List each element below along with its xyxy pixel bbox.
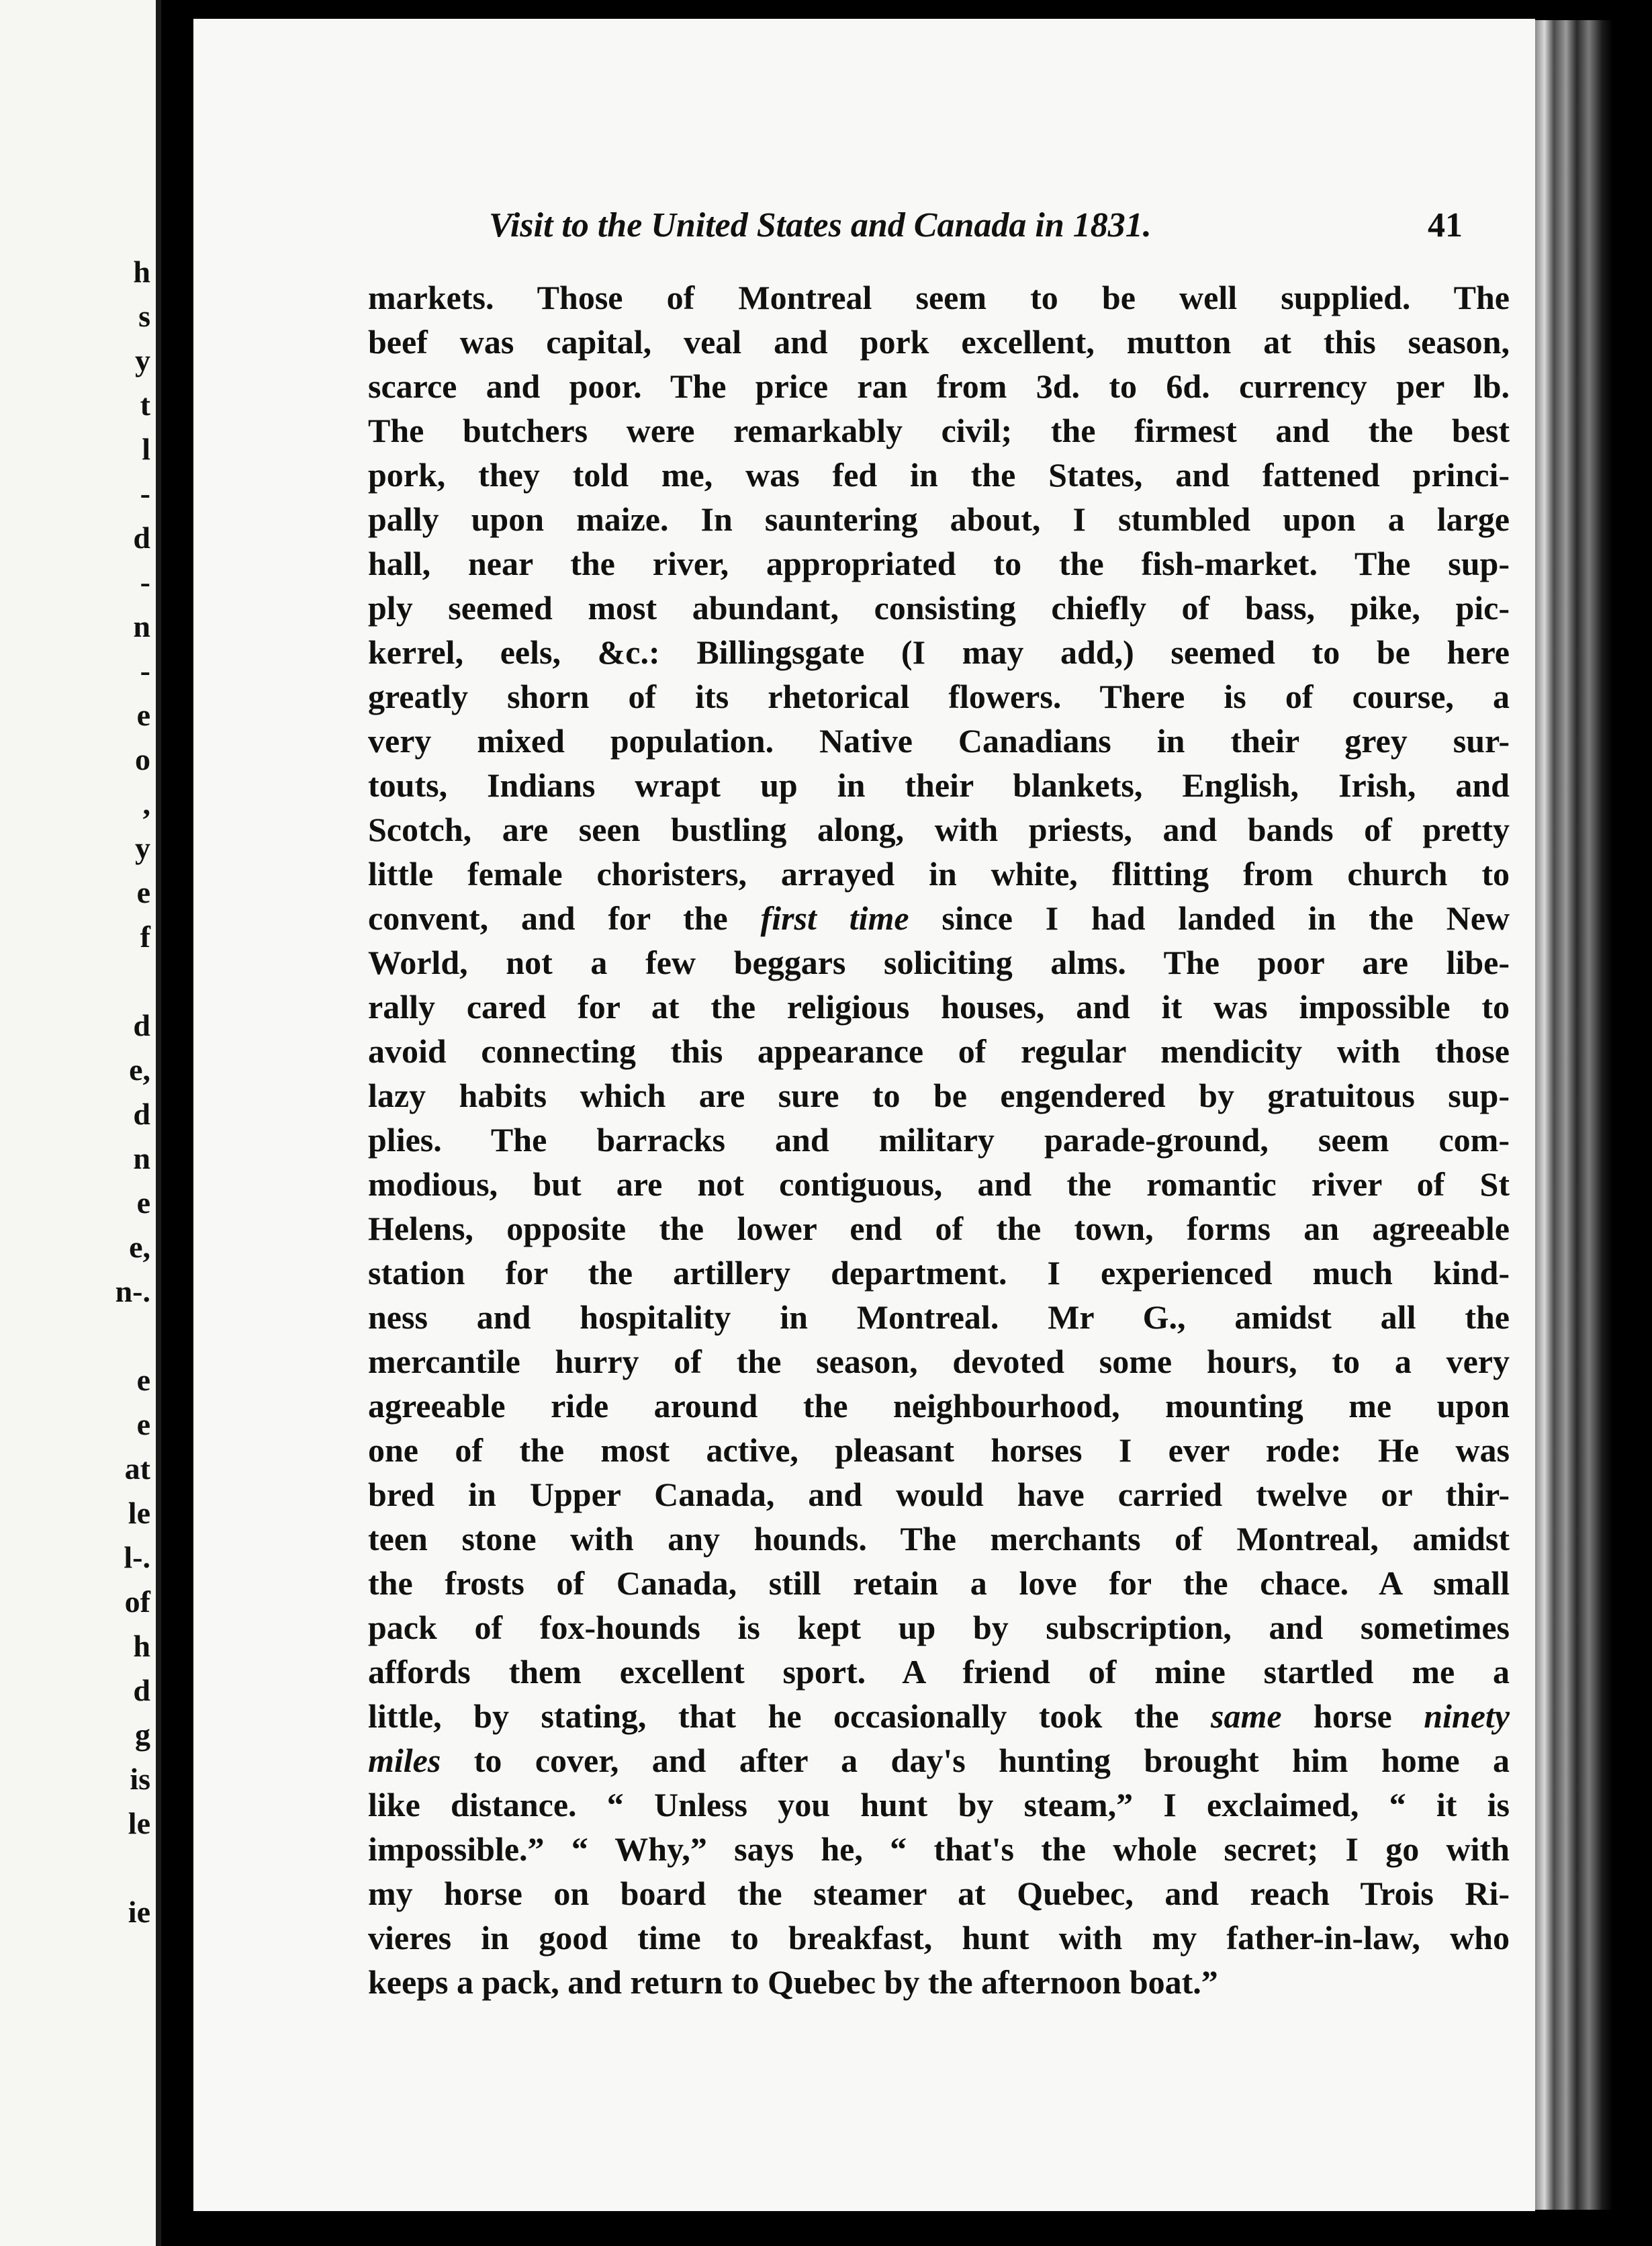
text-line: hall, near the river, appropriated to the fish-market. The sup- xyxy=(368,545,1510,582)
italic-phrase: first time xyxy=(760,899,909,937)
italic-phrase: miles xyxy=(368,1742,441,1779)
margin-fragment: f xyxy=(140,919,150,954)
text-line: lazy habits which are sure to be engendered by gratuitous sup- xyxy=(368,1077,1510,1114)
italic-phrase: ninety xyxy=(1424,1697,1510,1735)
text-line: greatly shorn of its rhetorical flowers. There is of course, a xyxy=(368,678,1510,715)
margin-fragment: le xyxy=(128,1496,150,1530)
text-line: the frosts of Canada, still retain a love for the chace. A small xyxy=(368,1564,1510,1602)
previous-page-margin xyxy=(0,0,161,2246)
margin-fragment: d xyxy=(133,1673,150,1707)
margin-fragment: o xyxy=(135,742,150,776)
text-line: scarce and poor. The price ran from 3d. to 6d. currency per lb. xyxy=(368,367,1510,405)
page-number: 41 xyxy=(1428,206,1463,244)
margin-fragment: n xyxy=(133,609,150,643)
margin-fragment: h xyxy=(133,1629,150,1663)
text-line: touts, Indians wrapt up in their blankets, English, Irish, and xyxy=(368,766,1510,804)
text-line xyxy=(368,1738,1510,1783)
text-line: markets. Those of Montreal seem to be well supplied. The xyxy=(368,279,1510,316)
text-line xyxy=(368,1694,1510,1738)
book-page xyxy=(193,19,1535,2211)
text-line: like distance. “ Unless you hunt by steam,” I exclaimed, “ it is xyxy=(368,1786,1510,1824)
text-line: avoid connecting this appearance of regular mendicity with those xyxy=(368,1032,1510,1070)
text-line: pack of fox-hounds is kept up by subscription, and sometimes xyxy=(368,1609,1510,1646)
page-edge-shadow xyxy=(156,0,161,2246)
margin-fragment: - xyxy=(140,654,150,688)
text-line: beef was capital, veal and pork excellent, mutton at this season, xyxy=(368,323,1510,361)
text-line: teen stone with any hounds. The merchants of Montreal, amidst xyxy=(368,1520,1510,1558)
margin-fragment: ie xyxy=(128,1895,150,1929)
text-run: since I had landed in the New xyxy=(909,899,1510,937)
text-line xyxy=(368,896,1510,940)
margin-fragment: d xyxy=(133,1008,150,1042)
running-head xyxy=(489,206,1496,259)
text-line: agreeable ride around the neighbourhood, mounting me upon xyxy=(368,1387,1510,1425)
margin-fragment: e xyxy=(136,875,150,909)
text-run: little, by stating, that he occasionally took the xyxy=(368,1697,1211,1735)
text-line: mercantile hurry of the season, devoted some hours, to a very xyxy=(368,1343,1510,1380)
text-line: ply seemed most abundant, consisting chiefly of bass, pike, pic- xyxy=(368,589,1510,627)
text-line: The butchers were remarkably civil; the firmest and the best xyxy=(368,412,1510,449)
text-line: ness and hospitality in Montreal. Mr G., amidst all the xyxy=(368,1298,1510,1336)
margin-fragment: d xyxy=(133,521,150,555)
text-line: one of the most active, pleasant horses I ever rode: He was xyxy=(368,1431,1510,1469)
text-line: World, not a few beggars soliciting alms. The poor are libe- xyxy=(368,944,1510,981)
margin-fragment: - xyxy=(140,565,150,599)
text-line: rally cared for at the religious houses, and it was impossible to xyxy=(368,988,1510,1026)
margin-fragment: e, xyxy=(129,1230,150,1264)
text-run: convent, and for the xyxy=(368,899,761,937)
text-line: vieres in good time to breakfast, hunt with my father-in-law, who xyxy=(368,1919,1510,1957)
text-line: very mixed population. Native Canadians in their grey sur- xyxy=(368,722,1510,760)
text-line: pally upon maize. In sauntering about, I stumbled upon a large xyxy=(368,500,1510,538)
margin-fragment: e xyxy=(136,1407,150,1441)
text-line: Helens, opposite the lower end of the town, forms an agreeable xyxy=(368,1210,1510,1247)
margin-fragment: y xyxy=(135,343,150,377)
text-line: modious, but are not contiguous, and the romantic river of St xyxy=(368,1165,1510,1203)
margin-fragment: d xyxy=(133,1097,150,1131)
margin-fragment: g xyxy=(135,1717,150,1752)
book-fore-edge xyxy=(1535,20,1613,2210)
margin-fragment: t xyxy=(140,388,150,422)
text-line: plies. The barracks and military parade-ground, seem com- xyxy=(368,1121,1510,1159)
margin-fragment: l-. xyxy=(124,1540,150,1574)
margin-fragment: l xyxy=(142,432,150,466)
text-line: keeps a pack, and return to Quebec by the afternoon boat.” xyxy=(368,1963,1218,2001)
margin-fragment: n xyxy=(133,1141,150,1175)
text-line: Scotch, are seen bustling along, with priests, and bands of pretty xyxy=(368,811,1510,848)
text-line: pork, they told me, was fed in the States, and fattened princi- xyxy=(368,456,1510,494)
text-line: kerrel, eels, &c.: Billingsgate (I may add,) seemed to be here xyxy=(368,633,1510,671)
margin-fragment: e xyxy=(136,698,150,732)
margin-fragment: e, xyxy=(129,1052,150,1087)
margin-fragment: - xyxy=(140,476,150,510)
margin-fragment: h xyxy=(133,255,150,289)
text-run: to cover, and after a day's hunting brought him home a xyxy=(441,1742,1510,1779)
margin-fragment: y xyxy=(135,831,150,865)
running-title: Visit to the United States and Canada in 1831. xyxy=(489,206,1152,244)
book-gutter xyxy=(161,0,193,2246)
margin-fragment: of xyxy=(124,1584,150,1619)
text-line: station for the artillery department. I experienced much kind- xyxy=(368,1254,1510,1292)
margin-fragment: s xyxy=(138,299,150,333)
margin-fragment: e xyxy=(136,1185,150,1220)
text-line: little female choristers, arrayed in white, flitting from church to xyxy=(368,855,1510,893)
margin-fragment: e xyxy=(136,1363,150,1397)
text-run: horse xyxy=(1281,1697,1424,1735)
margin-fragment: , xyxy=(142,787,150,821)
margin-fragment: at xyxy=(124,1451,150,1486)
margin-fragment: n-. xyxy=(115,1274,150,1308)
margin-fragment: le xyxy=(128,1806,150,1840)
text-line: affords them excellent sport. A friend of mine startled me a xyxy=(368,1653,1510,1691)
text-line: my horse on board the steamer at Quebec, and reach Trois Ri- xyxy=(368,1875,1510,1912)
text-line: bred in Upper Canada, and would have carried twelve or thir- xyxy=(368,1476,1510,1513)
margin-fragment: is xyxy=(130,1762,150,1796)
body-text xyxy=(368,275,1510,2004)
italic-phrase: same xyxy=(1211,1697,1282,1735)
text-line: impossible.” “ Why,” says he, “ that's the whole secret; I go with xyxy=(368,1830,1510,1868)
